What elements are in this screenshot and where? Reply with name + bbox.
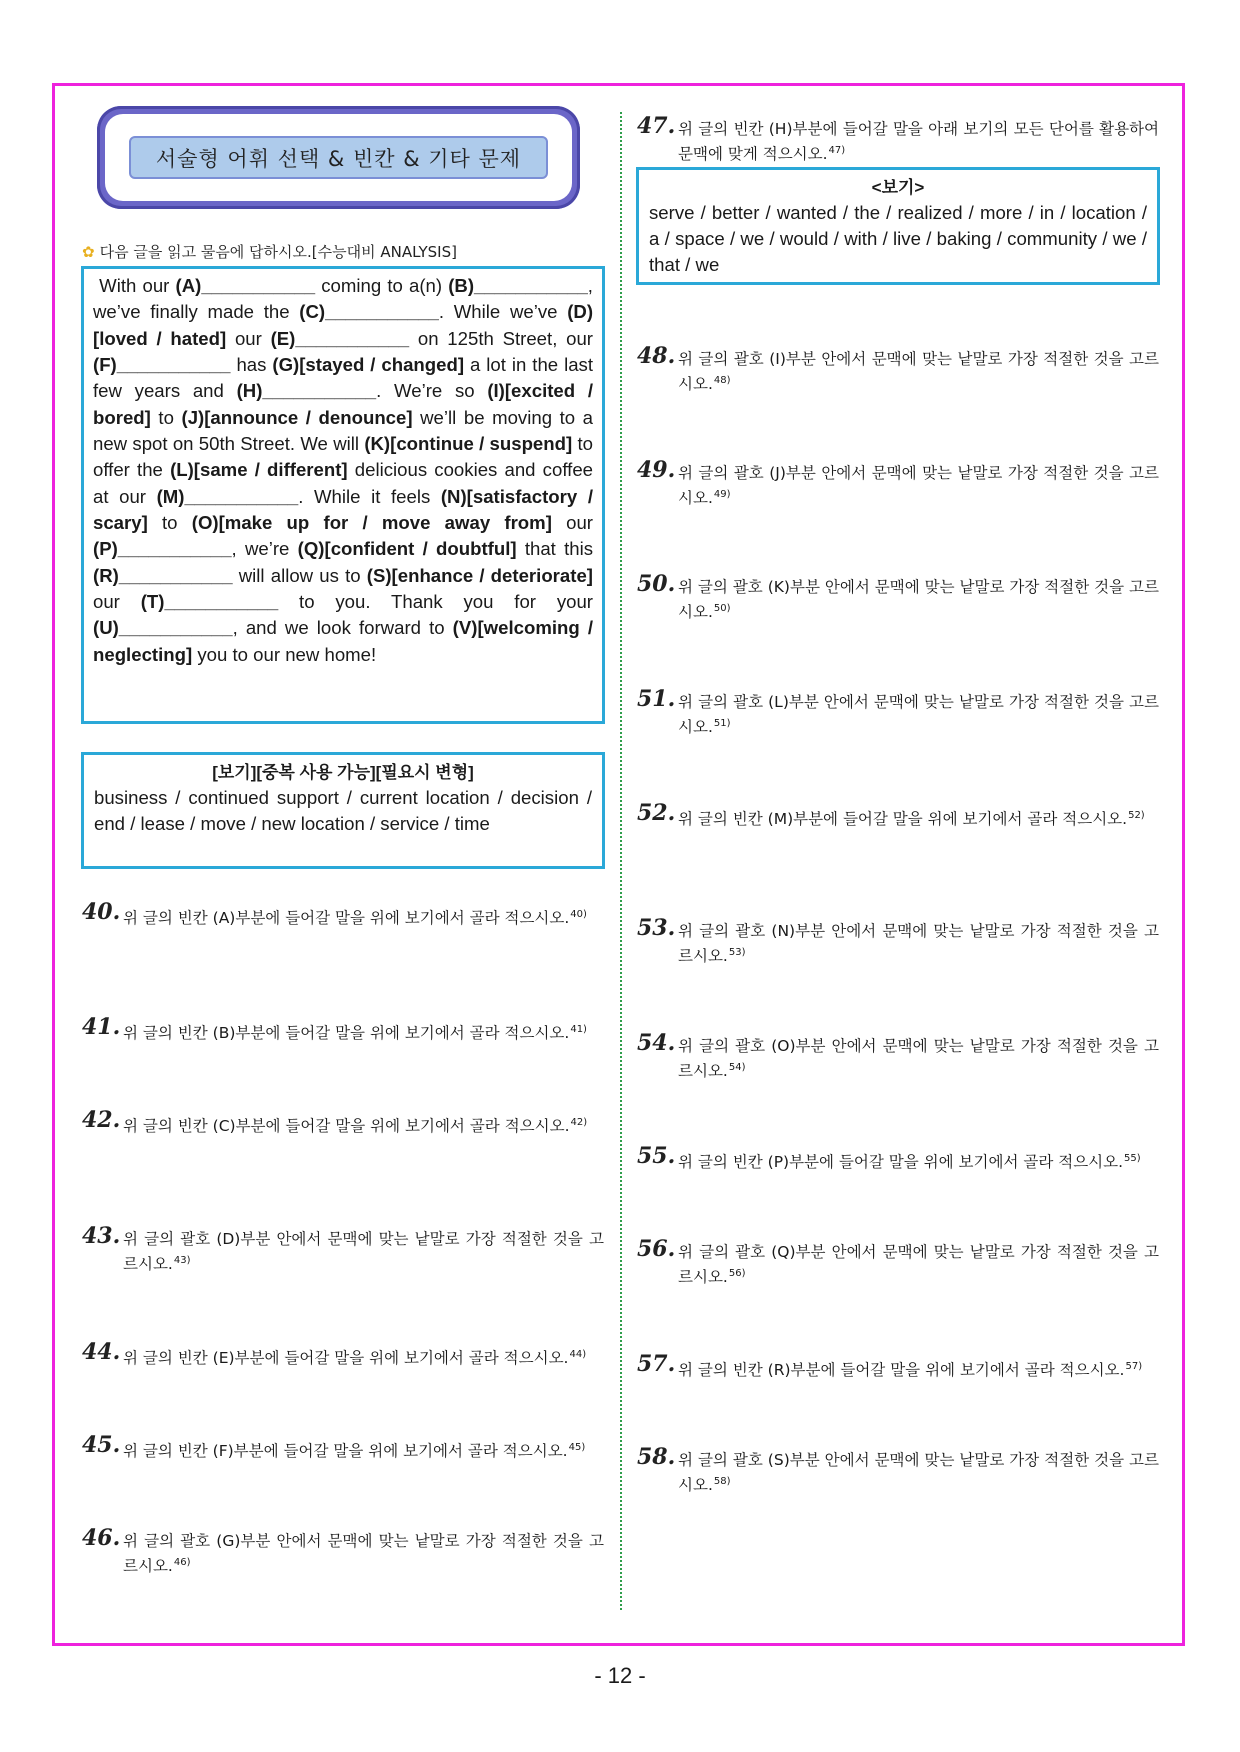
reading-passage: With our (A)___________ coming to a(n) (B)___________, we’ve finally made the (C)___________. While we’ve (D)[loved / hated] our (E)___________ on 125th Street, our (F)___________ has (G)[stayed / changed] a lot in the last few years and (H)___________. We’re so (I)[excited / bored] to (J)[announce / denounce] we’ll be moving to a new spot on 50th Street. We will (K)[continue / suspend] to offer the (L)[same / different] delicious cookies and coffee at our (M)___________. While it feels (N)[satisfactory / scary] to (O)[make up for / move away from] our (P)___________, we’re (Q)[confident / doubtful] that this (R)___________ will allow us to (S)[enhance / deteriorate] our (T)___________ to you. Thank you for your (U)___________, and we look forward to (V)[welcoming / neglecting] you to our new home! <box>81 266 605 724</box>
question-53: 53. 위 글의 괄호 (N)부분 안에서 문맥에 맞는 낱말로 가장 적절한 것을 고르시오.$^{53)}$ <box>637 915 1159 966</box>
question-47: 47. 위 글의 빈칸 (H)부분에 들어갈 말을 아래 보기의 모든 단어를 활용하여 문맥에 맞게 적으시오.$^{47)}$ <box>637 113 1159 164</box>
instruction-text: 다음 글을 읽고 물음에 답하시오.[수능대비 ANALYSIS] <box>99 243 457 261</box>
question-51: 51. 위 글의 괄호 (L)부분 안에서 문맥에 맞는 낱말로 가장 적절한 것을 고르시오.$^{51)}$ <box>637 686 1159 737</box>
question-52: 52. 위 글의 빈칸 (M)부분에 들어갈 말을 위에 보기에서 골라 적으시오.$^{52)}$ <box>637 800 1145 829</box>
example-box-title: <보기> <box>871 178 925 197</box>
question-57: 57. 위 글의 빈칸 (R)부분에 들어갈 말을 위에 보기에서 골라 적으시오.$^{57)}$ <box>637 1351 1143 1380</box>
question-41: 41. 위 글의 빈칸 (B)부분에 들어갈 말을 위에 보기에서 골라 적으시오.$^{41)}$ <box>82 1014 587 1043</box>
column-divider <box>620 112 622 1610</box>
section-title-badge <box>97 106 580 209</box>
word-bank-box <box>81 752 605 869</box>
question-40: 40. 위 글의 빈칸 (A)부분에 들어갈 말을 위에 보기에서 골라 적으시오.$^{40)}$ <box>82 899 587 928</box>
section-title: 서술형 어휘 선택 & 빈칸 & 기타 문제 <box>129 136 548 179</box>
question-58: 58. 위 글의 괄호 (S)부분 안에서 문맥에 맞는 낱말로 가장 적절한 것을 고르시오.$^{58)}$ <box>637 1444 1159 1495</box>
question-45: 45. 위 글의 빈칸 (F)부분에 들어갈 말을 위에 보기에서 골라 적으시오.$^{45)}$ <box>82 1432 586 1461</box>
example-box <box>636 167 1160 285</box>
question-43: 43. 위 글의 괄호 (D)부분 안에서 문맥에 맞는 낱말로 가장 적절한 것을 고르시오.$^{43)}$ <box>82 1223 604 1274</box>
question-50: 50. 위 글의 괄호 (K)부분 안에서 문맥에 맞는 낱말로 가장 적절한 것을 고르시오.$^{50)}$ <box>637 571 1159 622</box>
word-bank-words: business / continued support / current location / decision / end / lease / move / new location / service / time <box>94 787 592 834</box>
question-48: 48. 위 글의 괄호 (I)부분 안에서 문맥에 맞는 낱말로 가장 적절한 것을 고르시오.$^{48)}$ <box>637 343 1159 394</box>
instruction-line <box>82 241 457 262</box>
question-55: 55. 위 글의 빈칸 (P)부분에 들어갈 말을 위에 보기에서 골라 적으시오.$^{55)}$ <box>637 1143 1141 1172</box>
question-56: 56. 위 글의 괄호 (Q)부분 안에서 문맥에 맞는 낱말로 가장 적절한 것을 고르시오.$^{56)}$ <box>637 1236 1159 1287</box>
example-box-words: serve / better / wanted / the / realized / more / in / location / a / space / we / would / with / live / baking / community / we / that / we <box>649 202 1147 275</box>
question-49: 49. 위 글의 괄호 (J)부분 안에서 문맥에 맞는 낱말로 가장 적절한 것을 고르시오.$^{49)}$ <box>637 457 1159 508</box>
word-bank-title: [보기][중복 사용 가능][필요시 변형] <box>212 763 474 782</box>
question-42: 42. 위 글의 빈칸 (C)부분에 들어갈 말을 위에 보기에서 골라 적으시오.$^{42)}$ <box>82 1107 588 1136</box>
question-54: 54. 위 글의 괄호 (O)부분 안에서 문맥에 맞는 낱말로 가장 적절한 것을 고르시오.$^{54)}$ <box>637 1030 1159 1081</box>
page-number: - 12 - <box>594 1663 646 1688</box>
question-46: 46. 위 글의 괄호 (G)부분 안에서 문맥에 맞는 낱말로 가장 적절한 것을 고르시오.$^{46)}$ <box>82 1525 604 1576</box>
flower-icon: ✿ <box>82 243 95 261</box>
question-44: 44. 위 글의 빈칸 (E)부분에 들어갈 말을 위에 보기에서 골라 적으시오.$^{44)}$ <box>82 1339 587 1368</box>
